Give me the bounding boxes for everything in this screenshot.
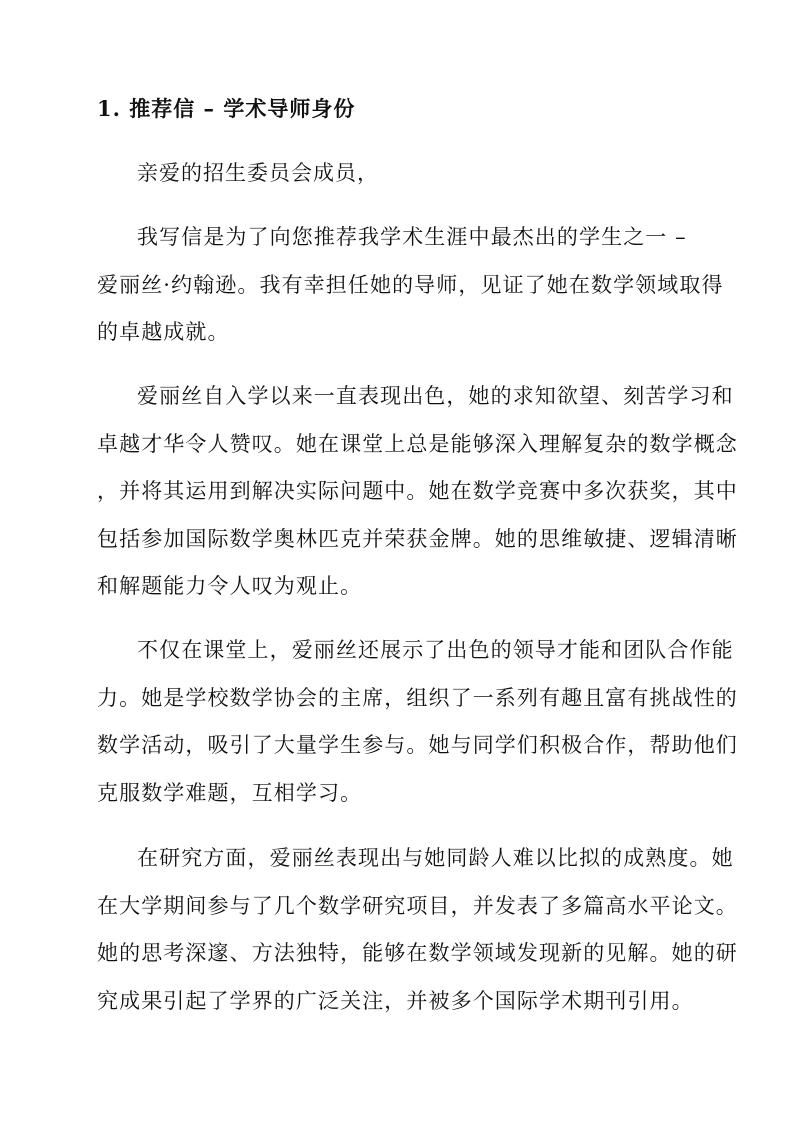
- paragraph-academic-performance: [97, 381, 738, 619]
- paragraph-line: 和解题能力令人叹为观止。: [97, 574, 363, 598]
- paragraph-line: 卓越才华令人赞叹。她在课堂上总是能够深入理解复杂的数学概念: [97, 431, 738, 456]
- section-heading: 1. 推荐信 – 学术导师身份: [97, 96, 356, 121]
- paragraph-line: 究成果引起了学界的广泛关注，并被多个国际学术期刊引用。: [97, 988, 694, 1013]
- paragraph-line: ，并将其运用到解决实际问题中。她在数学竞赛中多次获奖，其中: [97, 479, 738, 503]
- paragraph-introduction: [97, 222, 724, 365]
- paragraph-line: 我写信是为了向您推荐我学术生涯中最杰出的学生之一 –: [137, 225, 687, 249]
- paragraph-line: 在大学期间参与了几个数学研究项目，并发表了多篇高水平论文。: [97, 893, 738, 918]
- paragraph-leadership: [97, 635, 738, 825]
- paragraph-research: [97, 843, 738, 1033]
- paragraph-line: 的卓越成就。: [97, 320, 230, 344]
- paragraph-line: 数学活动，吸引了大量学生参与。她与同学们积极合作，帮助他们: [97, 733, 738, 757]
- paragraph-line: 不仅在课堂上，爱丽丝还展示了出色的领导才能和团队合作能: [137, 638, 734, 662]
- paragraph-line: 克服数学难题，互相学习。: [97, 780, 363, 805]
- salutation: 亲爱的招生委员会成员，: [137, 161, 379, 185]
- paragraph-line: 爱丽丝·约翰逊。我有幸担任她的导师，见证了她在数学领域取得: [97, 272, 724, 297]
- paragraph-line: 包括参加国际数学奥林匹克并荣获金牌。她的思维敏捷、逻辑清晰: [97, 526, 738, 551]
- paragraph-line: 她的思考深邃、方法独特，能够在数学领域发现新的见解。她的研: [97, 941, 738, 965]
- paragraph-line: 爱丽丝自入学以来一直表现出色，她的求知欲望、刻苦学习和: [137, 384, 734, 408]
- paragraph-line: 在研究方面，爱丽丝表现出与她同龄人难以比拟的成熟度。她: [137, 846, 734, 870]
- paragraph-line: 力。她是学校数学协会的主席，组织了一系列有趣且富有挑战性的: [97, 685, 738, 710]
